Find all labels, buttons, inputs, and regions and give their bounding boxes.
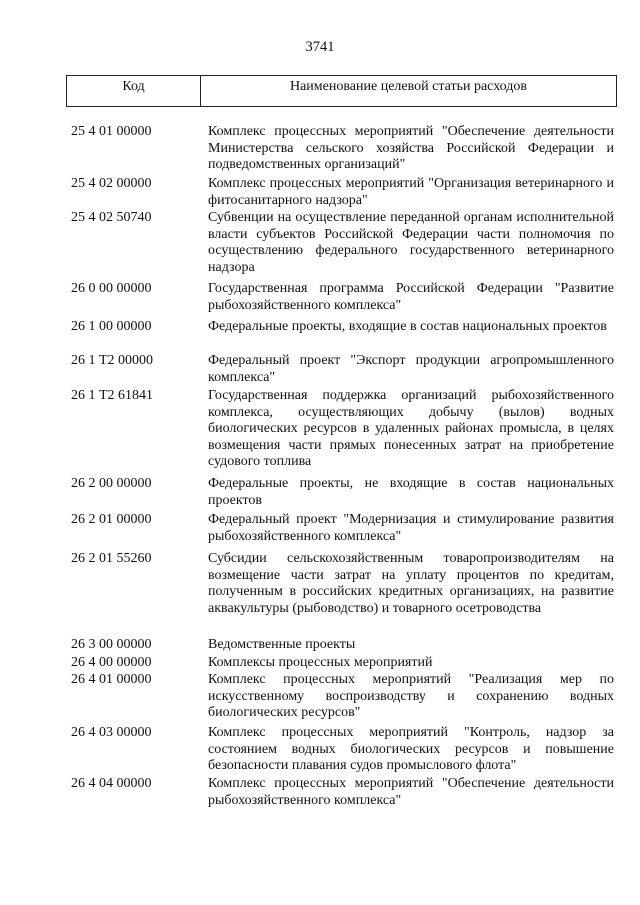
row-description: Субсидии сельскохозяйственным товаропроизводителям на возмещение части затрат на уплату процентов по кредитам, полученным в российских кредитных организациях, на развитие аквакультуры (рыбоводство) и товарного осетроводства bbox=[208, 551, 614, 616]
row-description: Комплекс процессных мероприятий "Контроль, надзор за состоянием водных биологических ресурсов и повышение безопасности плавания судов промыслового флота" bbox=[208, 725, 614, 774]
table-row bbox=[66, 655, 617, 672]
row-description: Федеральные проекты, не входящие в состав национальных проектов bbox=[208, 476, 614, 508]
table-row bbox=[66, 776, 617, 809]
table-row bbox=[66, 353, 617, 386]
row-code: 26 3 00 00000 bbox=[71, 637, 152, 652]
row-code: 26 1 Т2 00000 bbox=[71, 353, 154, 368]
row-code: 26 4 03 00000 bbox=[71, 725, 152, 740]
row-code: 26 4 04 00000 bbox=[71, 776, 152, 791]
table-row bbox=[66, 476, 617, 509]
row-code: 26 2 00 00000 bbox=[71, 476, 152, 491]
table-row bbox=[66, 388, 617, 471]
row-code: 25 4 02 00000 bbox=[71, 176, 152, 191]
table-row bbox=[66, 319, 617, 336]
row-code: 25 4 01 00000 bbox=[71, 124, 152, 139]
row-description: Комплекс процессных мероприятий "Обеспечение деятельности Министерства сельского хозяйства Российской Федерации и подведомственных организаций" bbox=[208, 124, 614, 173]
row-code: 26 1 Т2 61841 bbox=[71, 388, 154, 403]
table-row bbox=[66, 725, 617, 775]
row-description: Федеральный проект "Экспорт продукции агропромышленного комплекса" bbox=[208, 353, 614, 385]
table-row bbox=[66, 281, 617, 314]
table-row bbox=[66, 512, 617, 545]
table-row bbox=[66, 210, 617, 276]
table-row bbox=[66, 551, 617, 617]
table-row bbox=[66, 637, 617, 654]
row-description: Субвенции на осуществление переданной органам исполнительной власти субъектов Российской Федерации части полномочия по осуществлению федерального государственного ветеринарного надзора bbox=[208, 210, 614, 275]
row-code: 26 2 01 55260 bbox=[71, 551, 152, 566]
row-description: Государственная программа Российской Федерации "Развитие рыбохозяйственного комплекса" bbox=[208, 281, 614, 313]
row-description: Федеральный проект "Модернизация и стимулирование развития рыбохозяйственного комплекса" bbox=[208, 512, 614, 544]
table-row bbox=[66, 672, 617, 722]
row-description: Комплекс процессных мероприятий "Организация ветеринарного и фитосанитарного надзора" bbox=[208, 176, 614, 208]
row-code: 26 1 00 00000 bbox=[71, 319, 152, 334]
header-code-column: Код bbox=[67, 76, 201, 106]
table-row bbox=[66, 124, 617, 174]
row-code: 26 2 01 00000 bbox=[71, 512, 152, 527]
row-code: 26 4 00 00000 bbox=[71, 655, 152, 670]
row-code: 26 0 00 00000 bbox=[71, 281, 152, 296]
row-code: 25 4 02 50740 bbox=[71, 210, 152, 225]
row-description: Ведомственные проекты bbox=[208, 637, 356, 652]
row-description: Федеральные проекты, входящие в состав национальных проектов bbox=[208, 319, 607, 334]
row-description: Комплексы процессных мероприятий bbox=[208, 655, 433, 670]
page-number: 3741 bbox=[305, 39, 335, 55]
table-row bbox=[66, 176, 617, 209]
row-description: Комплекс процессных мероприятий "Реализация мер по искусственному воспроизводству и сохранению водных биологических ресурсов" bbox=[208, 672, 614, 721]
row-description: Государственная поддержка организаций рыбохозяйственного комплекса, осуществляющих добычу (вылов) водных биологических ресурсов в удаленных районах промысла, в целях возмещения части прямых понесенных затрат на приобретение судового топлива bbox=[208, 388, 614, 470]
header-name-column: Наименование целевой статьи расходов bbox=[289, 79, 528, 94]
row-code: 26 4 01 00000 bbox=[71, 672, 152, 687]
row-description: Комплекс процессных мероприятий "Обеспечение деятельности рыбохозяйственного комплекса" bbox=[208, 776, 614, 808]
